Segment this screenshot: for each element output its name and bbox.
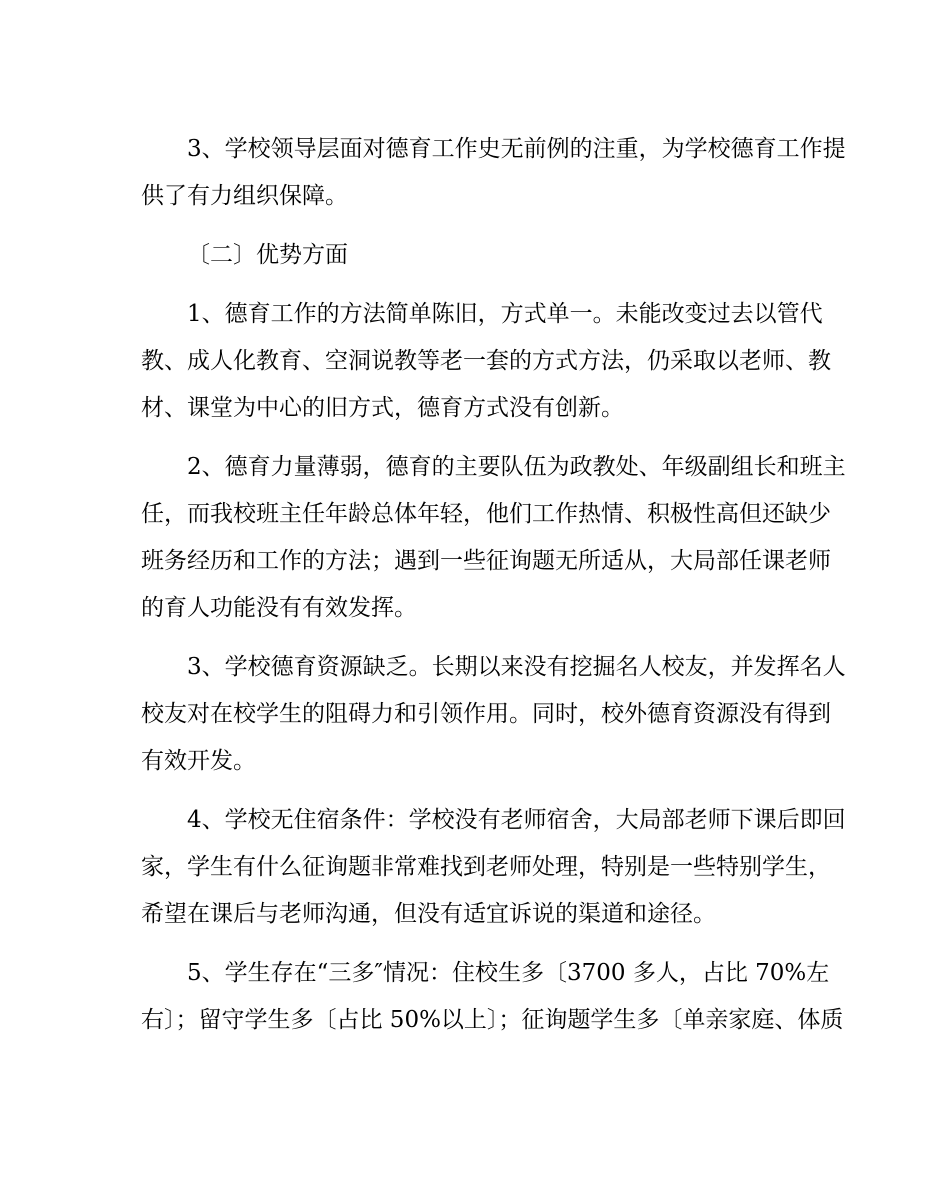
- paragraph-line: 希望在课后与老师沟通，但没有适宜诉说的渠道和途径。: [141, 901, 716, 927]
- paragraph-line: 教、成人化教育、空洞说教等老一套的方式方法，仍采取以老师、教: [141, 348, 831, 374]
- paragraph-line: 3、学校领导层面对德育工作史无前例的注重，为学校德育工作提: [187, 136, 846, 162]
- section-heading: [141, 232, 805, 279]
- paragraph: [141, 644, 846, 785]
- paragraph-line: 供了有力组织保障。: [141, 183, 348, 209]
- paragraph-line: 3、学校德育资源缺乏。长期以来没有挖掘名人校友，并发挥名人: [187, 654, 846, 680]
- paragraph-line: 2、德育力量薄弱，德育的主要队伍为政教处、年级副组长和班主: [187, 454, 846, 480]
- paragraph-line: 家，学生有什么征询题非常难找到老师处理，特别是一些特别学生，: [141, 854, 831, 880]
- paragraph-line: 校友对在校学生的阻碍力和引领作用。同时，校外德育资源没有得到: [141, 701, 831, 727]
- paragraph: [141, 797, 846, 938]
- document-body: [141, 126, 846, 1044]
- paragraph-line: 右〕；留守学生多〔占比 50%以上〕；征询题学生多〔单亲家庭、体质: [141, 1007, 844, 1033]
- paragraph-line: 1、德育工作的方法简单陈旧，方式单一。未能改变过去以管代: [187, 301, 823, 327]
- paragraph-line: 5、学生存在“三多″情况：住校生多〔3700 多人，占比 70%左: [187, 960, 830, 986]
- paragraph: [141, 291, 831, 432]
- paragraph-line: 有效开发。: [141, 748, 256, 774]
- paragraph-line: 4、学校无住宿条件：学校没有老师宿舍，大局部老师下课后即回: [187, 807, 846, 833]
- paragraph: [141, 444, 846, 632]
- paragraph-line: 班务经历和工作的方法；遇到一些征询题无所适从，大局部任课老师: [141, 548, 831, 574]
- paragraph-line: 任，而我校班主任年龄总体年轻，他们工作热情、积极性高但还缺少: [141, 501, 831, 527]
- paragraph-line: 的育人功能没有有效发挥。: [141, 595, 417, 621]
- section-heading-text: 〔二〕优势方面: [187, 242, 348, 268]
- paragraph: [141, 950, 844, 1044]
- paragraph-line: 材、课堂为中心的旧方式，德育方式没有创新。: [141, 395, 624, 421]
- paragraph: [141, 126, 846, 220]
